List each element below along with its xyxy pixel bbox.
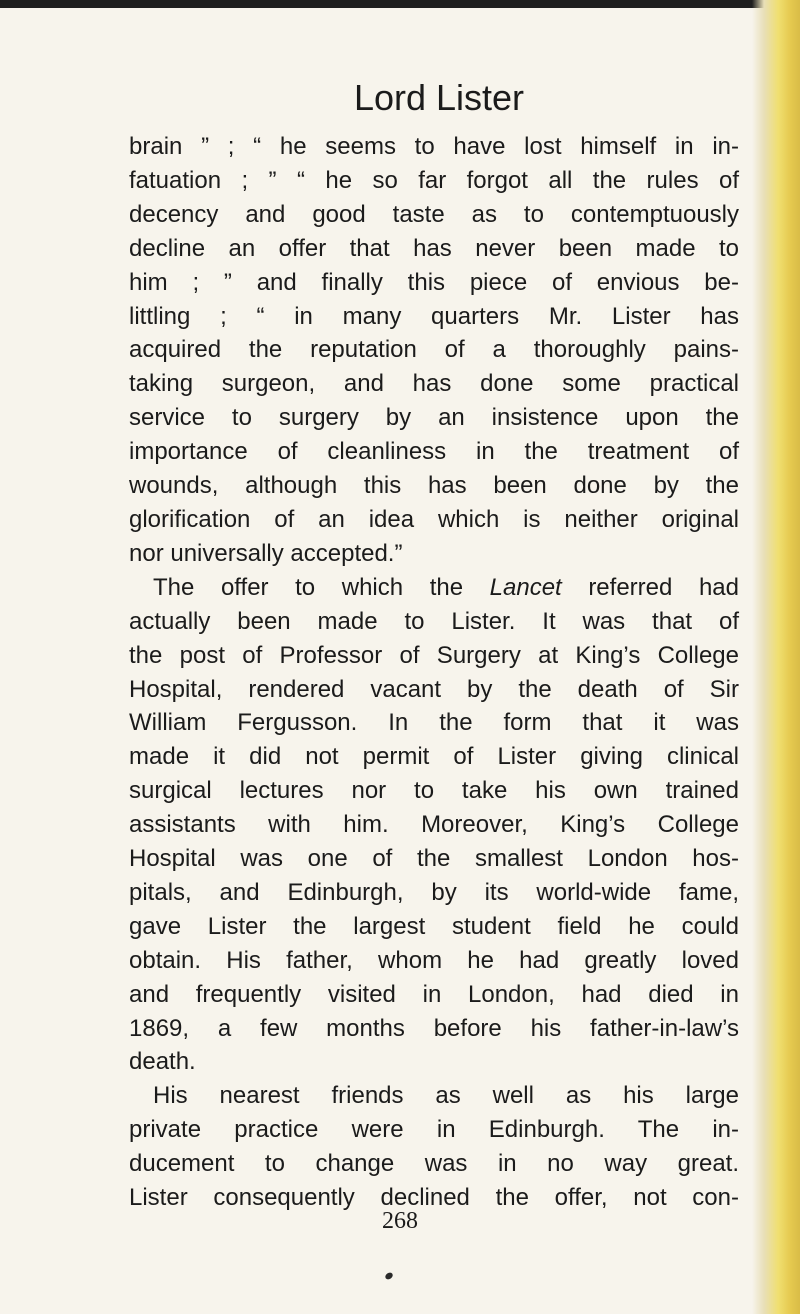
text-line: William Fergusson. In the form that it was	[129, 709, 739, 737]
text-line: made it did not permit of Lister giving clinical	[129, 743, 739, 771]
paragraph-first-line: His nearest friends as well as his large	[153, 1082, 739, 1110]
text-line: Hospital was one of the smallest London hos-	[129, 845, 739, 873]
text-line: and frequently visited in London, had died in	[129, 980, 739, 1008]
text-line: acquired the reputation of a thoroughly pains-	[129, 336, 739, 364]
text-line: death.	[129, 1048, 196, 1076]
paragraph-first-line	[129, 571, 739, 605]
text-line: wounds, although this has been done by the	[129, 472, 739, 500]
scan-top-edge	[0, 0, 800, 8]
text-line: obtain. His father, whom he had greatly loved	[129, 946, 739, 974]
text-segment: The offer to which the	[153, 573, 490, 601]
text-line: Lister consequently declined the offer, not con-	[129, 1184, 739, 1212]
text-line: glorification of an idea which is neither original	[129, 505, 739, 533]
body-text	[129, 130, 739, 1215]
text-segment: referred had	[561, 573, 739, 601]
text-line: brain ” ; “ he seems to have lost himself in in-	[129, 133, 739, 160]
text-line: him ; ” and finally this piece of envious be-	[129, 268, 739, 296]
text-line: Hospital, rendered vacant by the death of Sir	[129, 675, 739, 703]
text-line: pitals, and Edinburgh, by its world-wide fame,	[129, 878, 739, 906]
page-edge-shading	[752, 0, 800, 1314]
running-head: Lord Lister	[353, 77, 525, 118]
text-line: actually been made to Lister. It was that of	[129, 607, 739, 635]
page-number: 268	[382, 1208, 418, 1234]
journal-title: Lancet	[489, 573, 562, 601]
text-line: decency and good taste as to contemptuously	[129, 200, 739, 228]
text-line: 1869, a few months before his father-in-law’s	[129, 1014, 739, 1042]
text-line: decline an offer that has never been made to	[129, 234, 739, 262]
ink-mark	[384, 1271, 394, 1281]
text-line: the post of Professor of Surgery at King’s College	[129, 641, 739, 669]
text-line: taking surgeon, and has done some practical	[129, 370, 739, 398]
text-line: assistants with him. Moreover, King’s College	[129, 811, 739, 839]
text-line: private practice were in Edinburgh. The in-	[129, 1116, 739, 1144]
text-line: nor universally accepted.”	[129, 539, 403, 567]
text-line: importance of cleanliness in the treatment of	[129, 438, 739, 466]
text-line: gave Lister the largest student field he could	[129, 912, 739, 940]
text-line: surgical lectures nor to take his own trained	[129, 777, 739, 805]
text-line: ducement to change was in no way great.	[129, 1150, 739, 1178]
text-line: service to surgery by an insistence upon the	[129, 404, 739, 432]
page-content	[129, 74, 739, 1215]
text-line: littling ; “ in many quarters Mr. Lister has	[129, 302, 739, 330]
text-line: fatuation ; ” “ he so far forgot all the rules of	[129, 166, 739, 194]
